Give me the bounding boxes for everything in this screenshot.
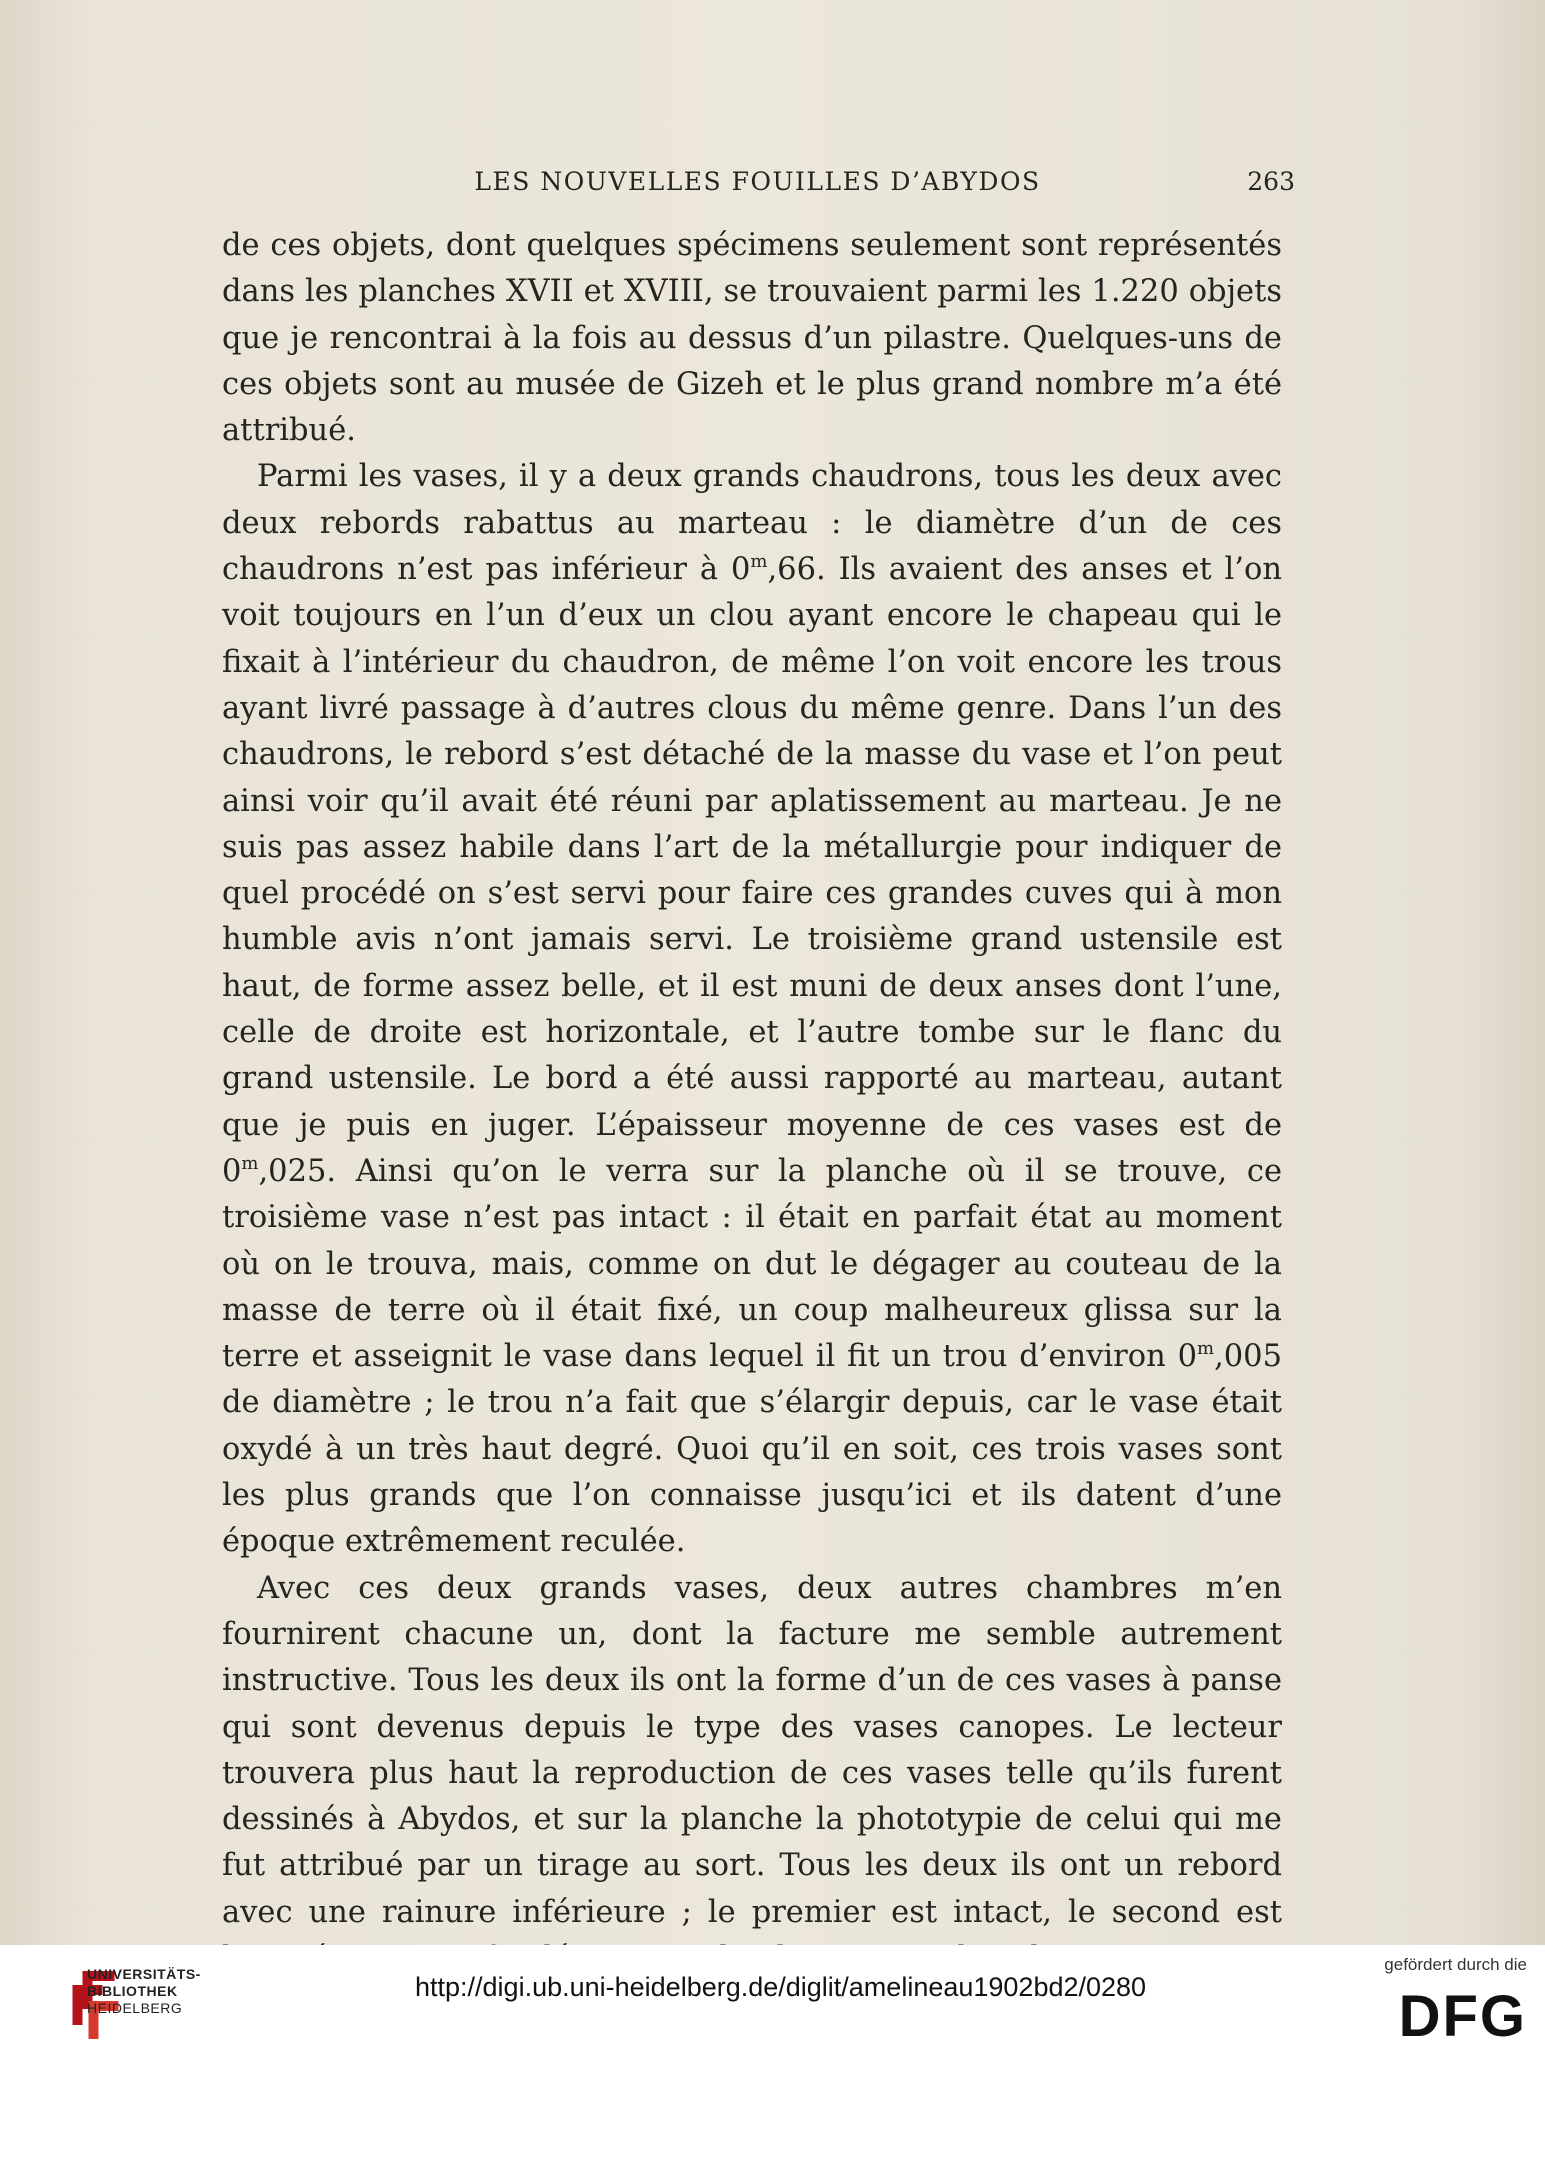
library-name-line-3: HEIDELBERG [87,2000,183,2016]
body-text [222,223,1282,1982]
library-name-line-1: UNIVERSITÄTS- [87,1966,201,1982]
page-header [220,163,1295,203]
paragraph-1: de ces objets, dont quelques spécimens seulement sont représentés dans les planches XVII et XVIII, se trouvaient parmi les 1.220 objets que je rencontrai à la fois au dessus d’un pilastre. Quelques-uns de ces objets sont au musée de Gizeh et le plus grand nombre m’a été attribué. [222,228,1282,449]
library-name-line-2: BIBLIOTHEK [87,1983,178,1999]
library-name [87,1966,201,2017]
paragraph-3: Avec ces deux grands vases, deux autres chambres m’en fournirent chacune un, dont la facture me semble autrement instructive. Tous les deux ils ont la forme d’un de ces vases à panse qui sont devenus depuis le type des vases canopes. Le lecteur trouvera plus haut la reproduction de ces vases telle qu’ils furent dessinés à Abydos, et sur la planche la phototypie de celui qui me fut attribué par un tirage au sort. Tous les deux ils ont un rebord avec une rainure inférieure ; le premier est intact, le second est [222,1570,1282,1930]
running-title: LES NOUVELLES FOUILLES D’ABYDOS [474,167,1041,196]
dfg-logo: DFG [1398,1984,1527,2049]
page-number: 263 [1247,167,1295,196]
source-url-link[interactable]: http://digi.ub.uni-heidelberg.de/diglit/amelineau1902bd2/0280 [415,1972,1147,2002]
paragraph-2: Parmi les vases, il y a deux grands chaudrons, tous les deux avec deux rebords rabattus au marteau : le diamètre d’un de ces chaudrons n’est pas inférieur à 0$^m$,66. Ils avaient des anses et l’on voit toujours en l’un d’eux un clou ayant encore le chapeau qui le fixait à l’intérieur du chaudron, de même l’on voit encore les trous ayant livré passage à d’autres clous du même genre. Dans l’un des chaudrons, le rebord s’est détaché de la masse du vase et l’on peut ainsi voir qu’il avait été réuni par aplatissement au marteau. Je ne suis pas assez habile dans l’art de la métallurgie pour indiquer de quel procédé on s’est servi pour faire ces grandes cuves qui à mon humble avis n’ont jamais servi. Le troisième grand ustensile est haut, de forme assez belle, et il est muni de deux anses dont l’une, celle de droite est horizontale, et l’autre tombe sur le flanc du grand ustensile. Le bord a été aussi rapporté au marteau, autant que je puis en juger. L’épaisseur moyenne de ces vases est de 0$^m$,025. Ainsi qu’on le verra sur la planche où il se trouve, ce troisième vase n’est pas intact : il était en parfait état au moment où on le trouva, mais, comme on dut le dégager au couteau de la masse de terre où il était fixé, un coup malheureux glissa sur la terre et asseignit le vase dans lequel il fit un trou d’environ 0$^m$,005 de diamètre ; le trou n’a fait que s’élargir depuis, car le vase était oxydé à un très haut degré. Quoi qu’il en soit, ces trois vases sont les plus grands que l’on connaisse jusqu’ici et ils datent d’une époque extrêmement reculée. [222,459,1282,1560]
funded-by-label: gefördert durch die [1384,1955,1527,1974]
digitization-footer [0,1945,1545,2169]
